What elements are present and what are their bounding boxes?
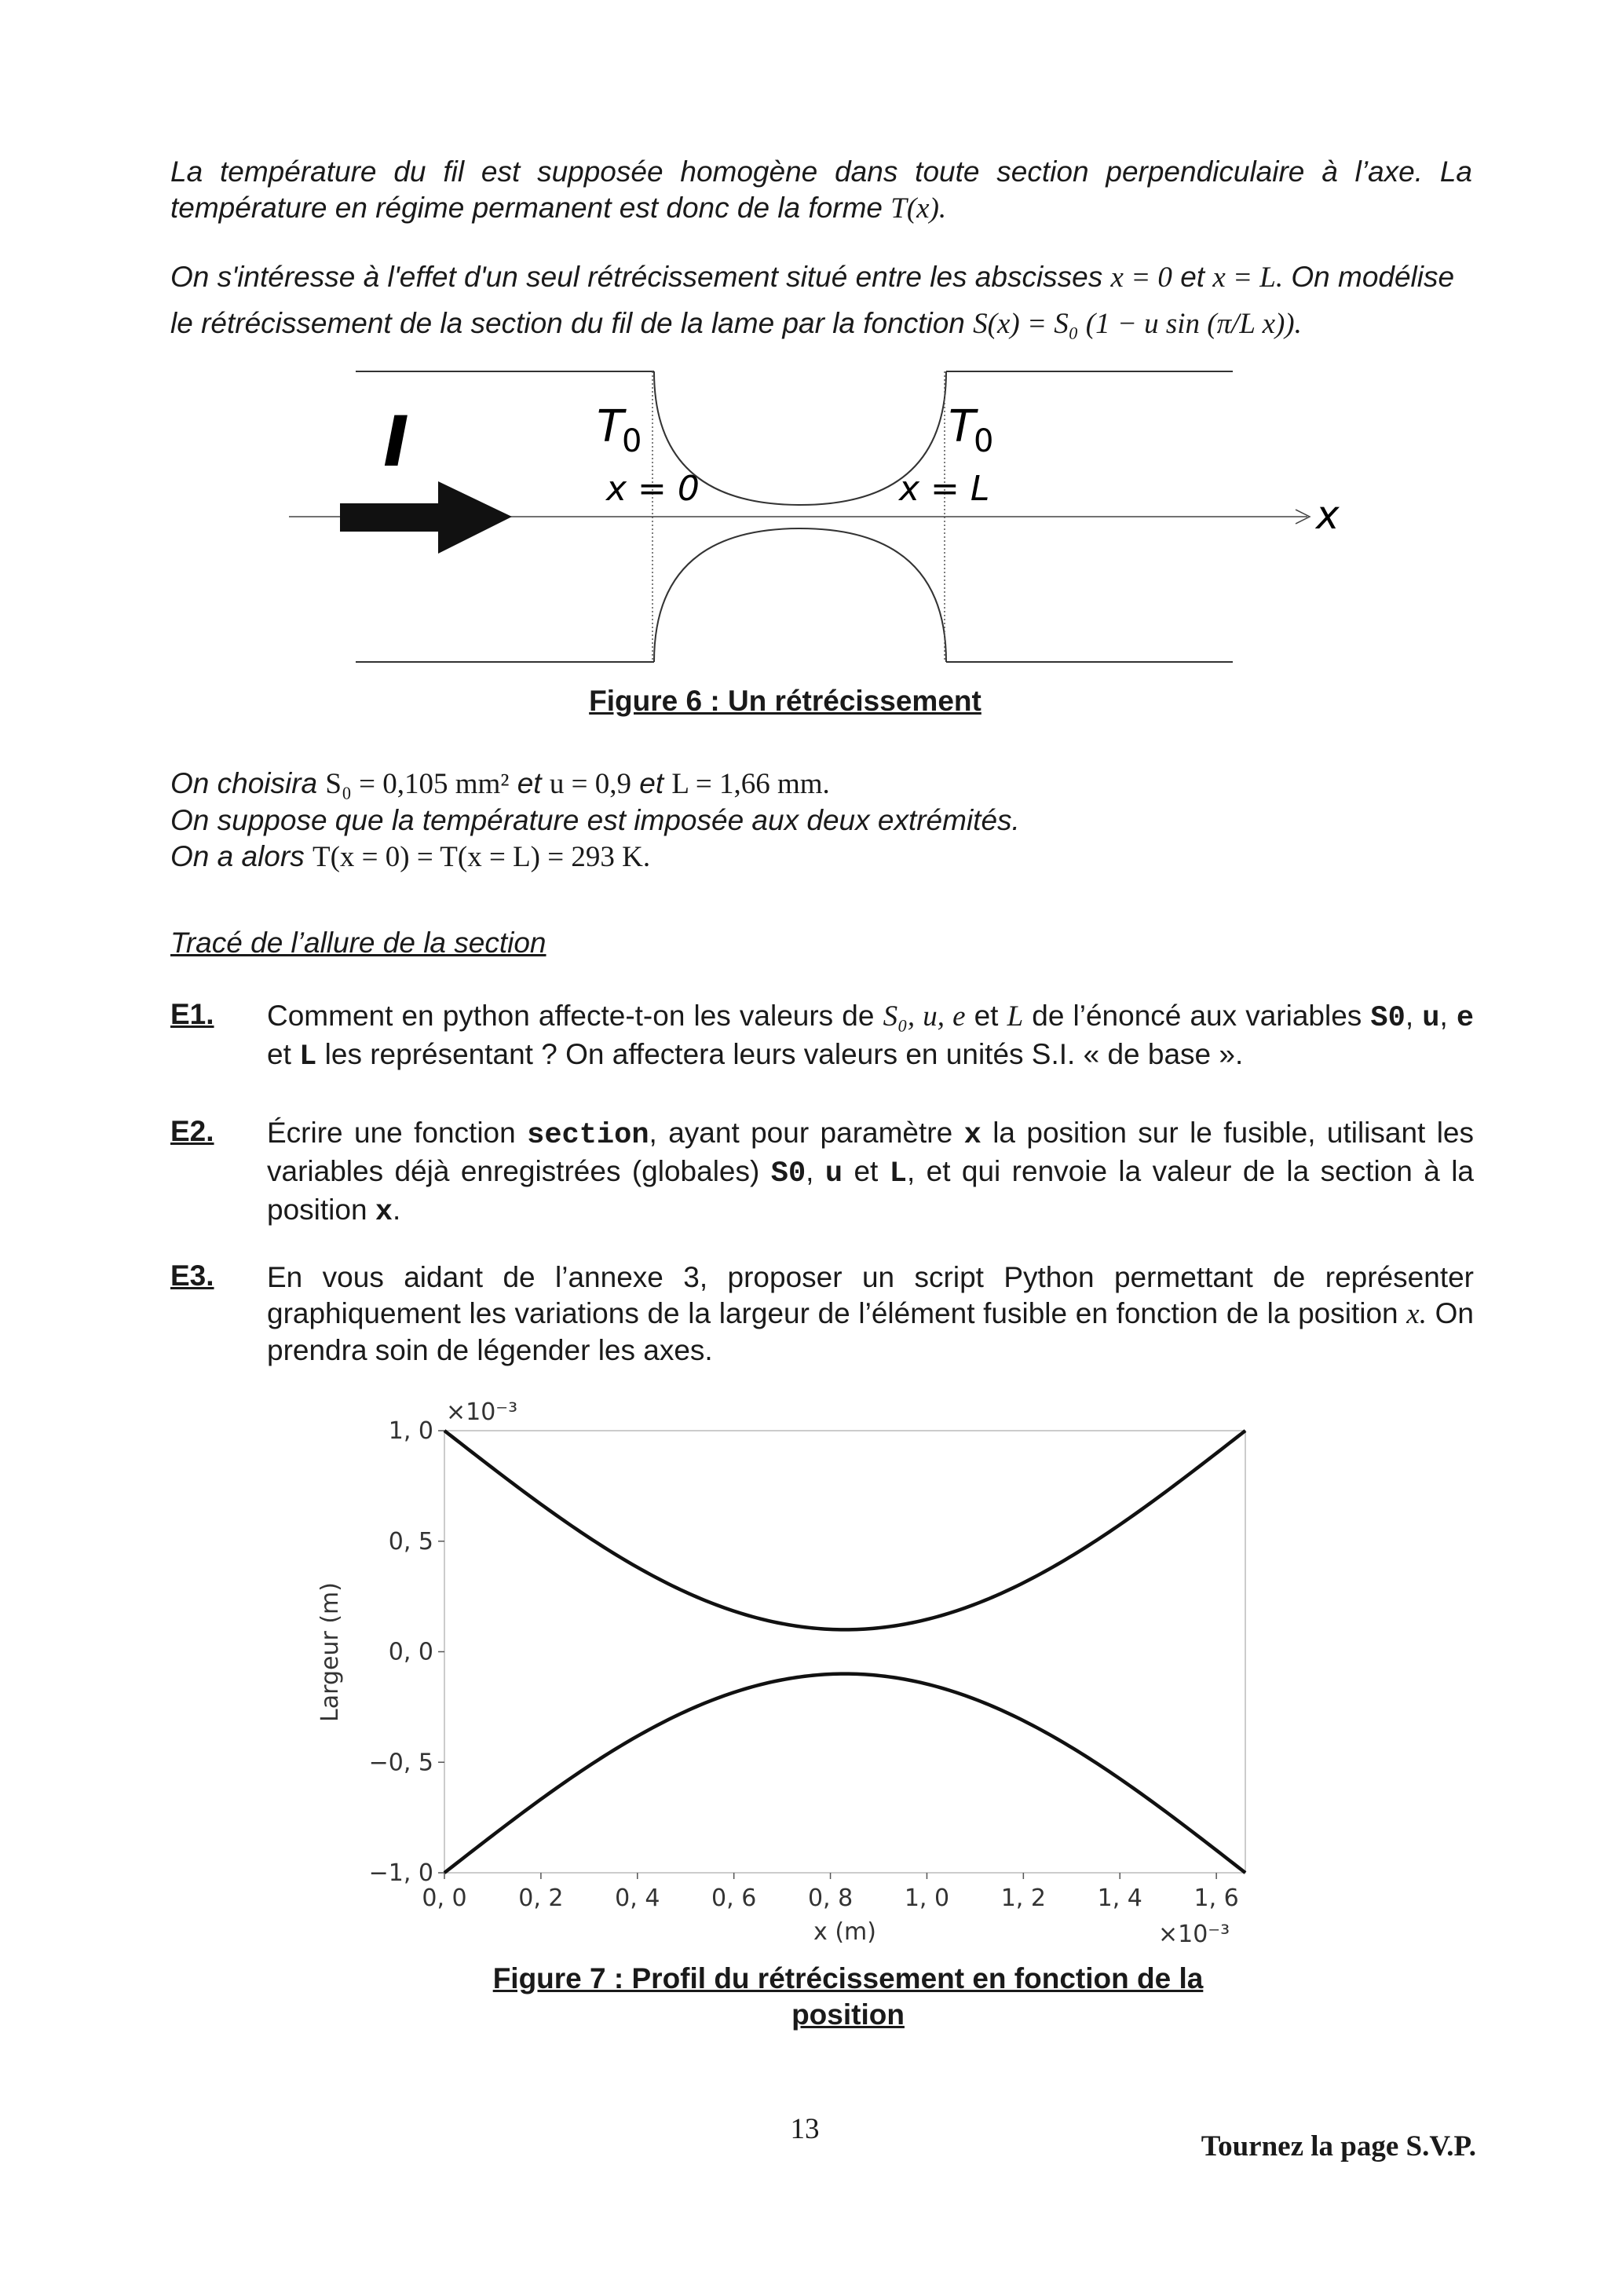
- q-text: la position sur le fusible, utilisant les variables déjà enregistrées (globales): [267, 1117, 1474, 1187]
- intro-math: x = 0: [1110, 261, 1172, 294]
- q-text: .: [393, 1194, 401, 1226]
- q-code: u: [1422, 1002, 1440, 1035]
- values-block: [170, 766, 1474, 876]
- t0-right-sub: 0: [974, 423, 994, 459]
- q-code: S0: [770, 1157, 806, 1190]
- q-math: L: [1007, 1000, 1024, 1033]
- intro-paragraph-2: [170, 254, 1474, 347]
- q-text: ,: [806, 1155, 814, 1187]
- x-axis-label: x: [1316, 492, 1340, 538]
- y-tick-label: 0, 0: [388, 1638, 433, 1666]
- t0-left-label: T: [597, 401, 624, 452]
- turn-page-note: Tournez la page S.V.P.: [1201, 2130, 1476, 2163]
- figure-7-caption-line-2: position: [791, 1998, 905, 2031]
- question-e1-number: E1.: [170, 998, 214, 1030]
- figure-7-chart: [298, 1390, 1303, 1987]
- figure-6-caption: Figure 6 : Un rétrécissement: [589, 685, 981, 717]
- intro-math: T(x).: [890, 192, 947, 225]
- x0-label: x = 0: [606, 469, 700, 509]
- x-axis-label: x (m): [813, 1918, 876, 1946]
- q-text: Comment en python affecte-t-on les valeurs de: [267, 1000, 875, 1032]
- x-tick-label: 1, 4: [1097, 1885, 1142, 1912]
- q-code: e: [1456, 1002, 1475, 1035]
- y-axis-label: Largeur (m): [316, 1582, 344, 1722]
- intro-text: On s'intéresse à l'effet d'un seul rétrécissement situé entre les abscisses: [170, 261, 1103, 293]
- q-code: x: [963, 1119, 981, 1152]
- y-ticks: [369, 1417, 444, 1887]
- xl-label: x = L: [899, 469, 990, 509]
- q-text: , ayant pour paramètre: [649, 1117, 953, 1149]
- q-code: u: [824, 1157, 843, 1190]
- values-math-t: T(x = 0) = T(x = L) = 293 K.: [312, 841, 651, 873]
- y-tick-label: −0, 5: [368, 1749, 433, 1777]
- section-formula: S(x) = S₀ (1 − u sin (π/L x)).: [973, 308, 1302, 340]
- values-math-u: u = 0,9: [549, 768, 631, 800]
- constriction-bottom-arc: [654, 528, 946, 662]
- section-title: Tracé de l’allure de la section: [170, 927, 546, 959]
- y-tick-label: 1, 0: [388, 1417, 433, 1445]
- x-tick-label: 1, 2: [1000, 1885, 1046, 1912]
- question-e3-number: E3.: [170, 1260, 214, 1292]
- q-code: x: [375, 1196, 393, 1229]
- x-multiplier: ×10⁻³: [1158, 1921, 1230, 1948]
- q-text: et: [267, 1038, 291, 1070]
- intro-text: La température du fil est supposée homogène dans toute section perpendiculaire à l’axe. La température en régime permanent est donc de la forme: [170, 155, 1472, 224]
- q-code: L: [299, 1040, 317, 1073]
- intro-paragraph-1: [170, 154, 1472, 227]
- intro-text: et: [1180, 261, 1205, 293]
- x-ticks: [422, 1873, 1238, 1912]
- intro-math: x = L.: [1212, 261, 1284, 294]
- q-text: ,: [1405, 1000, 1414, 1032]
- t0-left-sub: 0: [622, 423, 642, 459]
- values-line-2: On suppose que la température est imposée aux deux extrémités.: [170, 804, 1020, 836]
- q-text: les représentant ? On affectera leurs valeurs en unités S.I. « de base ».: [324, 1038, 1244, 1070]
- y-multiplier: ×10⁻³: [446, 1398, 518, 1426]
- values-text: et: [639, 767, 664, 799]
- x-tick-label: 0, 6: [711, 1885, 757, 1912]
- figure-7-caption-line-1: Figure 7 : Profil du rétrécissement en fonction de la: [492, 1962, 1204, 1994]
- q-code: L: [889, 1157, 907, 1190]
- values-line-3: [170, 839, 1474, 876]
- x-tick-label: 0, 2: [518, 1885, 564, 1912]
- y-tick-label: −1, 0: [368, 1859, 433, 1887]
- q-text: et: [974, 1000, 999, 1032]
- values-text: On a alors: [170, 840, 305, 872]
- q-text: et: [854, 1155, 879, 1187]
- q-code: section: [527, 1119, 649, 1152]
- plot-frame: [444, 1431, 1245, 1873]
- series-line-lower: [444, 1674, 1245, 1873]
- intro-text: On modélise le rétrécissement de la section du fil de la lame par la fonction: [170, 261, 1455, 339]
- q-text: de l’énoncé aux variables: [1032, 1000, 1362, 1032]
- values-math-l: L = 1,66 mm.: [671, 768, 830, 800]
- q-text: Écrire une fonction: [267, 1117, 516, 1149]
- figure-7-caption: [440, 1961, 1256, 2033]
- x-tick-label: 1, 0: [904, 1885, 950, 1912]
- q-text: En vous aidant de l’annexe 3, proposer un script Python permettant de représenter graphiquement les variations de la largeur de l’élément fusible en fonction de la position: [267, 1261, 1474, 1329]
- series-line-upper: [444, 1431, 1245, 1629]
- q-text: On prendra soin de légender les axes.: [267, 1297, 1475, 1366]
- x-tick-label: 0, 8: [807, 1885, 854, 1912]
- q-math: x.: [1406, 1298, 1427, 1330]
- values-line-1: [170, 766, 1474, 803]
- x-tick-label: 1, 6: [1193, 1885, 1239, 1912]
- page-number: 13: [790, 2113, 820, 2145]
- question-e1-text: [267, 998, 1474, 1075]
- q-code: S0: [1370, 1002, 1406, 1035]
- current-label: I: [383, 401, 409, 482]
- values-math-s0: S₀ = 0,105 mm²: [325, 768, 510, 800]
- question-e2-number: E2.: [170, 1115, 214, 1147]
- current-arrow: [340, 481, 512, 554]
- t0-right-label: T: [949, 401, 976, 452]
- question-e2-text: [267, 1115, 1474, 1230]
- question-e3-text: [267, 1260, 1474, 1369]
- y-tick-label: 0, 5: [388, 1527, 433, 1556]
- x-tick-label: 0, 0: [422, 1885, 467, 1912]
- figure-6-diagram: [283, 365, 1382, 687]
- values-text: et: [517, 767, 542, 799]
- q-text: ,: [1439, 1000, 1448, 1032]
- values-text: On choisira: [170, 767, 318, 799]
- series-lines: [444, 1431, 1245, 1873]
- q-text: , et qui renvoie la valeur de la section à la position: [267, 1155, 1474, 1226]
- q-math: S₀, u, e: [883, 1000, 966, 1033]
- x-tick-label: 0, 4: [615, 1885, 660, 1912]
